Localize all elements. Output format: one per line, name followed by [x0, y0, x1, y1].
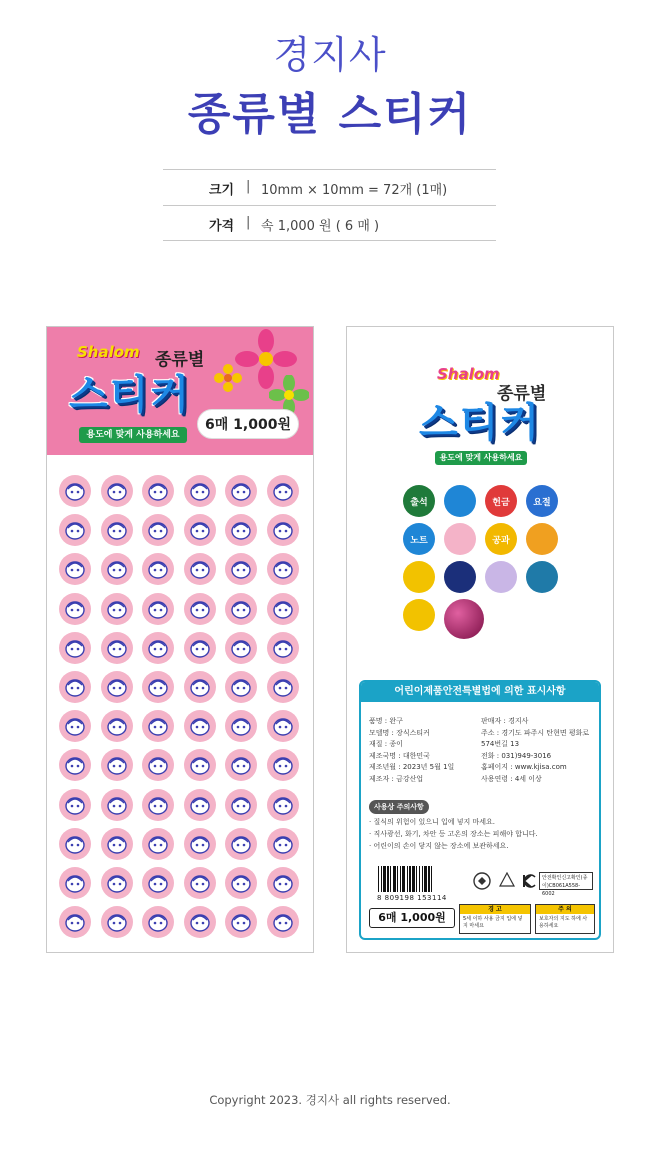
back-price-tag: 6매 1,000원 — [369, 908, 455, 928]
safety-info-title: 어린이제품안전특별법에 의한 표시사항 — [361, 682, 599, 702]
sticker-item — [142, 475, 174, 507]
info-line: · 질식의 위험이 있으니 입에 넣지 마세요. — [369, 818, 495, 826]
warning-text: 5세 이하 사용 금지 입에 넣지 마세요 — [463, 916, 523, 929]
sample-sticker — [444, 599, 484, 639]
front-header — [47, 327, 313, 455]
sample-sticker — [485, 561, 517, 593]
sticker-item — [142, 593, 174, 625]
sticker-item — [225, 593, 257, 625]
flower-decoration-icon — [213, 363, 243, 393]
sticker-item — [101, 710, 133, 742]
info-line: 홈페이지 : www.kjisa.com — [481, 763, 567, 771]
info-line: 전화 : 031)949-3016 — [481, 751, 552, 760]
sticker-item — [225, 475, 257, 507]
sticker-item — [184, 906, 216, 938]
sticker-item — [267, 906, 299, 938]
sticker-item — [184, 553, 216, 585]
usage-label: 용도에 맞게 사용하세요 — [435, 451, 527, 465]
barcode-icon — [377, 866, 457, 892]
info-line: · 직사광선, 화기, 차안 등 고온의 장소는 피해야 합니다. — [369, 830, 538, 838]
sticker-item — [142, 906, 174, 938]
sticker-item — [184, 749, 216, 781]
recycle-mark-icon — [473, 872, 491, 890]
sticker-item — [101, 514, 133, 546]
sample-sticker — [485, 485, 517, 517]
spec-label: 가격 — [209, 219, 235, 234]
sticker-item — [225, 906, 257, 938]
spec-row-price — [163, 205, 496, 241]
sample-sticker — [485, 523, 517, 555]
sticker-item — [225, 553, 257, 585]
sticker-item — [59, 632, 91, 664]
sticker-item — [59, 593, 91, 625]
shalom-logo: Shalom — [437, 365, 500, 383]
sticker-item — [59, 906, 91, 938]
sticker-item — [267, 475, 299, 507]
sticker-item — [184, 710, 216, 742]
product-back-image — [346, 326, 614, 953]
sticker-item — [225, 867, 257, 899]
sticker-item — [101, 475, 133, 507]
sample-sticker-label: 공과 — [492, 535, 510, 546]
sticker-item — [101, 593, 133, 625]
sticker-item — [267, 828, 299, 860]
sticker-item — [101, 632, 133, 664]
product-front-image — [46, 326, 314, 953]
sticker-item — [59, 867, 91, 899]
sticker-item — [101, 553, 133, 585]
sample-sticker — [444, 523, 476, 555]
sticker-item — [267, 671, 299, 703]
info-left-column — [369, 716, 481, 785]
sticker-item — [225, 789, 257, 821]
sticker-item — [59, 514, 91, 546]
caution-badge: 사용상 주의사항 — [369, 800, 429, 814]
sticker-item — [225, 828, 257, 860]
copyright-footer: Copyright 2023. 경지사 all rights reserved. — [209, 1093, 451, 1107]
sticker-item — [59, 710, 91, 742]
sticker-item — [142, 553, 174, 585]
sticker-item — [59, 671, 91, 703]
notice-text: 보호자의 지도 하에 사용하세요 — [539, 916, 588, 929]
sticker-item — [142, 671, 174, 703]
caution-list — [369, 816, 595, 852]
sticker-item — [225, 514, 257, 546]
sample-sticker — [403, 599, 435, 631]
notice-box — [535, 904, 595, 934]
sticker-item — [267, 593, 299, 625]
info-line: 주소 : 경기도 파주시 탄현면 평화로574번길 13 — [481, 728, 590, 748]
warning-title: 경 고 — [460, 905, 530, 914]
shalom-logo: Shalom — [77, 343, 140, 361]
sample-sticker — [444, 485, 476, 517]
info-line: 제조년월 : 2023년 5월 1일 — [369, 763, 455, 771]
sticker-item — [101, 867, 133, 899]
sticker-item — [267, 710, 299, 742]
sample-sticker — [444, 561, 476, 593]
sample-sticker — [403, 561, 435, 593]
info-line: 제조국명 : 대한민국 — [369, 751, 430, 760]
sticker-item — [101, 789, 133, 821]
sticker-item — [267, 553, 299, 585]
sticker-item — [225, 710, 257, 742]
sticker-item — [267, 867, 299, 899]
sticker-item — [101, 671, 133, 703]
notice-title: 주 의 — [536, 905, 594, 914]
sample-sticker — [526, 523, 558, 555]
sticker-item — [184, 867, 216, 899]
sticker-item — [142, 867, 174, 899]
sample-sticker — [526, 485, 558, 517]
sticker-item — [184, 671, 216, 703]
warning-box — [459, 904, 531, 934]
page-title: 종류별 스티커 — [187, 89, 473, 140]
kc-certification: 안전확인신고확인(종이)CB061A558-6002 — [539, 872, 593, 890]
info-line: 모델명 : 장식스티커 — [369, 728, 430, 737]
sticker-item — [59, 475, 91, 507]
sticker-logo: 스티커 — [419, 400, 541, 446]
sample-sticker — [403, 485, 435, 517]
spec-label: 크기 — [209, 183, 235, 198]
sticker-item — [142, 749, 174, 781]
sticker-item — [184, 514, 216, 546]
info-line: 품명 : 완구 — [369, 717, 403, 725]
info-line: 제조자 : 금강산업 — [369, 774, 424, 783]
spec-value: 10mm × 10mm = 72개 (1매) — [261, 183, 448, 198]
brand-name: 경지사 — [273, 33, 387, 77]
sticker-item — [267, 632, 299, 664]
safety-info-box — [359, 680, 601, 940]
sample-sticker — [403, 523, 435, 555]
info-line: 재질 : 종이 — [369, 740, 403, 748]
sticker-item — [142, 514, 174, 546]
sticker-item — [142, 632, 174, 664]
sticker-item — [59, 789, 91, 821]
spec-value: 속 1,000 원 ( 6 매 ) — [261, 219, 380, 234]
sticker-item — [184, 593, 216, 625]
barcode-number: 8 809198 153114 — [377, 894, 447, 902]
sticker-item — [225, 671, 257, 703]
sticker-item — [101, 906, 133, 938]
sticker-item — [101, 828, 133, 860]
price-tag: 6매 1,000원 — [197, 409, 299, 439]
sample-sticker-label: 노트 — [410, 535, 428, 546]
usage-label: 용도에 맞게 사용하세요 — [79, 427, 187, 443]
sticker-logo: 스티커 — [69, 372, 191, 418]
sticker-item — [184, 475, 216, 507]
sample-sticker-label: 요절 — [533, 497, 551, 508]
sticker-item — [142, 789, 174, 821]
info-line: 판매자 : 경지사 — [481, 717, 529, 725]
sticker-item — [184, 789, 216, 821]
kind-label: 종류별 — [155, 350, 205, 370]
kind-label: 종류별 — [497, 384, 547, 404]
spec-separator: | — [246, 179, 251, 194]
sticker-item — [225, 749, 257, 781]
info-line: · 어린이의 손이 닿지 않는 장소에 보관하세요. — [369, 842, 509, 850]
sticker-item — [59, 553, 91, 585]
info-line: 사용연령 : 4세 이상 — [481, 774, 542, 783]
sticker-item — [225, 632, 257, 664]
sticker-item — [101, 749, 133, 781]
sticker-item — [184, 828, 216, 860]
spec-separator: | — [246, 215, 251, 230]
info-right-column — [481, 716, 599, 785]
sample-sticker — [526, 561, 558, 593]
kc-mark-icon — [521, 872, 537, 890]
sticker-item — [59, 749, 91, 781]
sticker-item — [267, 789, 299, 821]
pp-recycle-icon — [499, 872, 515, 890]
sticker-item — [59, 828, 91, 860]
sample-sticker-label: 출석 — [410, 497, 428, 508]
sample-sticker-label: 헌금 — [492, 497, 510, 508]
sticker-item — [142, 828, 174, 860]
sticker-item — [142, 710, 174, 742]
sticker-item — [267, 514, 299, 546]
sticker-item — [267, 749, 299, 781]
sticker-item — [184, 632, 216, 664]
spec-row-size — [163, 169, 496, 205]
